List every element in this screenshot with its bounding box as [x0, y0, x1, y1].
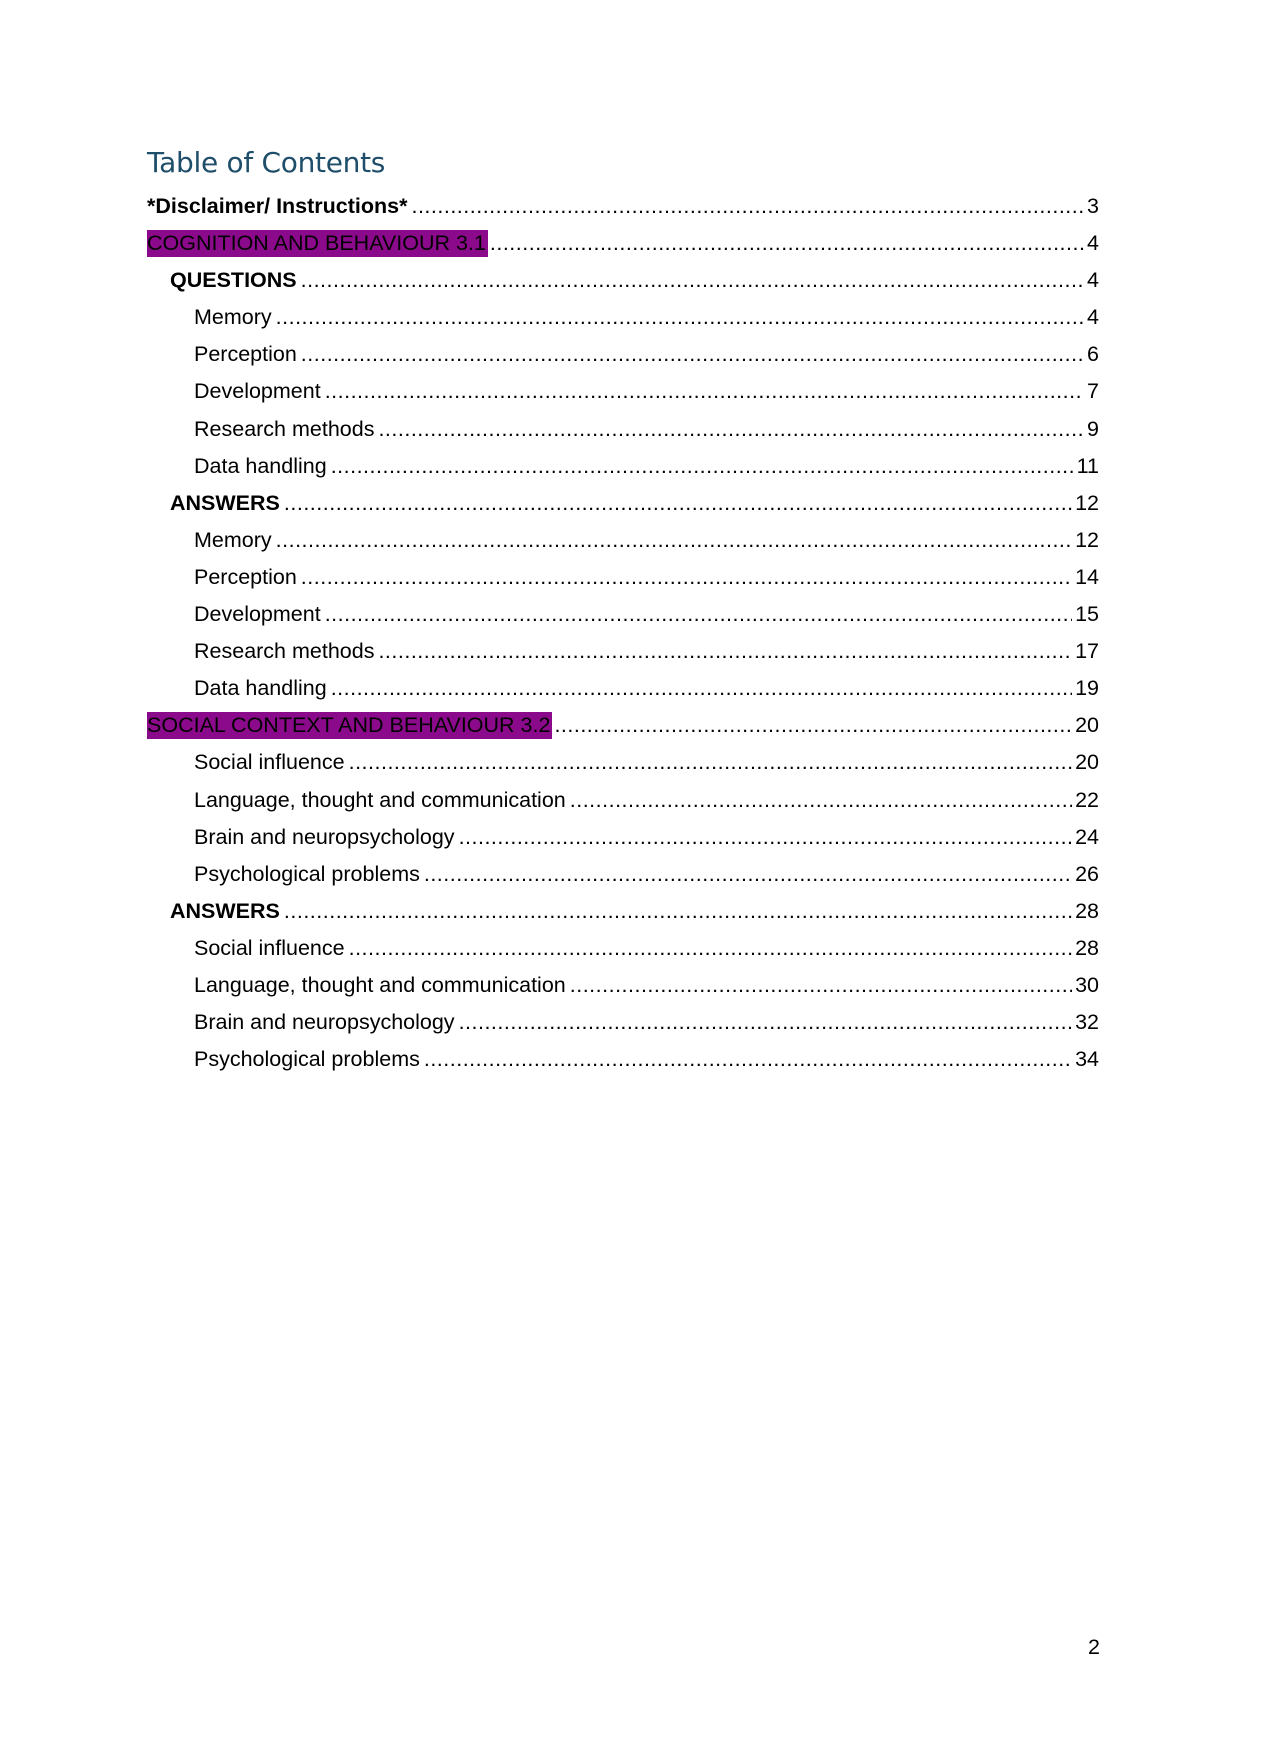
- toc-entry[interactable]: [147, 782, 1099, 819]
- toc-entry-label[interactable]: Data handling: [194, 676, 327, 701]
- toc-entry-label[interactable]: Social influence: [194, 935, 345, 960]
- toc-entry-label[interactable]: Memory: [194, 527, 272, 552]
- toc-entry-label[interactable]: Psychological problems: [194, 1047, 420, 1072]
- toc-section-label[interactable]: SOCIAL CONTEXT AND BEHAVIOUR 3.2: [147, 713, 551, 738]
- toc-entry[interactable]: [147, 596, 1099, 633]
- toc-dot-leader: [276, 299, 1084, 336]
- toc-entry-label[interactable]: ANSWERS: [170, 490, 280, 515]
- toc-entry-label[interactable]: *Disclaimer/ Instructions*: [147, 194, 408, 218]
- toc-entry-label[interactable]: Language, thought and communication: [194, 787, 566, 812]
- toc-entry-label[interactable]: Language, thought and communication: [194, 972, 566, 997]
- toc-entry[interactable]: [147, 448, 1099, 485]
- toc-entry[interactable]: [147, 225, 1099, 262]
- toc-dot-leader: [301, 336, 1084, 373]
- toc-entry-label[interactable]: Research methods: [194, 639, 375, 664]
- toc-page-number[interactable]: 4: [1087, 268, 1099, 293]
- toc-entry[interactable]: [147, 856, 1099, 893]
- toc-page-number[interactable]: 15: [1075, 602, 1099, 627]
- toc-section-label[interactable]: COGNITION AND BEHAVIOUR 3.1: [147, 231, 486, 256]
- toc-dot-leader: [276, 522, 1072, 559]
- toc-entry-label[interactable]: Research methods: [194, 416, 375, 441]
- toc-page-number[interactable]: 6: [1087, 342, 1099, 367]
- toc-dot-leader: [331, 448, 1074, 485]
- toc-heading: Table of Contents: [147, 146, 386, 179]
- toc-dot-leader: [284, 893, 1072, 930]
- toc-page-number[interactable]: 26: [1075, 861, 1099, 886]
- toc-page-number[interactable]: 14: [1075, 564, 1099, 589]
- toc-page-number[interactable]: 9: [1087, 416, 1099, 441]
- toc-entry[interactable]: [147, 522, 1099, 559]
- toc-page-number[interactable]: 34: [1075, 1047, 1099, 1072]
- toc-dot-leader: [570, 782, 1072, 819]
- toc-page-number[interactable]: 17: [1075, 639, 1099, 664]
- toc-page-number[interactable]: 24: [1075, 824, 1099, 849]
- toc-dot-leader: [325, 373, 1084, 410]
- toc-page-number[interactable]: 3: [1087, 194, 1099, 218]
- toc-entry[interactable]: [147, 336, 1099, 373]
- toc-entry[interactable]: [147, 670, 1099, 707]
- toc-entry[interactable]: [147, 633, 1099, 670]
- toc-entry[interactable]: [147, 373, 1099, 410]
- toc-dot-leader: [411, 188, 1084, 225]
- toc-page-number[interactable]: 19: [1075, 676, 1099, 701]
- toc-entry[interactable]: [147, 744, 1099, 781]
- toc-dot-leader: [301, 262, 1084, 299]
- toc-entry-label[interactable]: Development: [194, 602, 321, 627]
- toc-entry-label[interactable]: Memory: [194, 305, 272, 330]
- toc-entry[interactable]: [147, 188, 1099, 225]
- toc-page-number[interactable]: 11: [1076, 453, 1099, 478]
- toc-dot-leader: [349, 744, 1072, 781]
- toc-page-number[interactable]: 32: [1075, 1010, 1099, 1035]
- toc-entry-label[interactable]: Data handling: [194, 453, 327, 478]
- toc-entry[interactable]: [147, 559, 1099, 596]
- toc-dot-leader: [424, 1041, 1072, 1078]
- toc-entry[interactable]: [147, 1041, 1099, 1078]
- toc-list: [147, 188, 1099, 1078]
- toc-dot-leader: [378, 411, 1084, 448]
- toc-page-number[interactable]: 7: [1087, 379, 1099, 404]
- toc-entry-label[interactable]: Perception: [194, 342, 297, 367]
- toc-page-number[interactable]: 12: [1075, 490, 1099, 515]
- toc-page-number[interactable]: 12: [1075, 527, 1099, 552]
- toc-entry-label[interactable]: Perception: [194, 564, 297, 589]
- toc-entry-label[interactable]: Social influence: [194, 750, 345, 775]
- toc-entry[interactable]: [147, 930, 1099, 967]
- toc-entry[interactable]: [147, 967, 1099, 1004]
- toc-page-number[interactable]: 4: [1087, 305, 1099, 330]
- toc-page-number[interactable]: 22: [1075, 787, 1099, 812]
- toc-dot-leader: [490, 225, 1084, 262]
- toc-entry-label[interactable]: Psychological problems: [194, 861, 420, 886]
- toc-dot-leader: [570, 967, 1072, 1004]
- toc-dot-leader: [459, 819, 1073, 856]
- toc-dot-leader: [301, 559, 1072, 596]
- toc-dot-leader: [331, 670, 1072, 707]
- toc-entry[interactable]: [147, 262, 1099, 299]
- toc-entry-label[interactable]: QUESTIONS: [170, 268, 297, 293]
- page-number: 2: [1088, 1635, 1100, 1659]
- toc-dot-leader: [424, 856, 1072, 893]
- toc-entry[interactable]: [147, 1004, 1099, 1041]
- toc-entry-label[interactable]: Brain and neuropsychology: [194, 824, 455, 849]
- toc-entry[interactable]: [147, 707, 1099, 744]
- toc-page-number[interactable]: 28: [1075, 898, 1099, 923]
- toc-entry[interactable]: [147, 485, 1099, 522]
- toc-entry[interactable]: [147, 893, 1099, 930]
- toc-dot-leader: [349, 930, 1072, 967]
- toc-dot-leader: [378, 633, 1072, 670]
- toc-entry[interactable]: [147, 819, 1099, 856]
- toc-entry-label[interactable]: ANSWERS: [170, 898, 280, 923]
- toc-page-number[interactable]: 28: [1075, 935, 1099, 960]
- toc-page-number[interactable]: 20: [1075, 750, 1099, 775]
- toc-dot-leader: [284, 485, 1072, 522]
- toc-entry-label[interactable]: Development: [194, 379, 321, 404]
- toc-page-number[interactable]: 20: [1075, 713, 1099, 738]
- toc-dot-leader: [554, 707, 1072, 744]
- toc-entry[interactable]: [147, 411, 1099, 448]
- toc-entry-label[interactable]: Brain and neuropsychology: [194, 1010, 455, 1035]
- toc-entry[interactable]: [147, 299, 1099, 336]
- toc-dot-leader: [325, 596, 1072, 633]
- toc-page-number[interactable]: 4: [1087, 231, 1099, 256]
- toc-dot-leader: [459, 1004, 1073, 1041]
- toc-page-number[interactable]: 30: [1075, 972, 1099, 997]
